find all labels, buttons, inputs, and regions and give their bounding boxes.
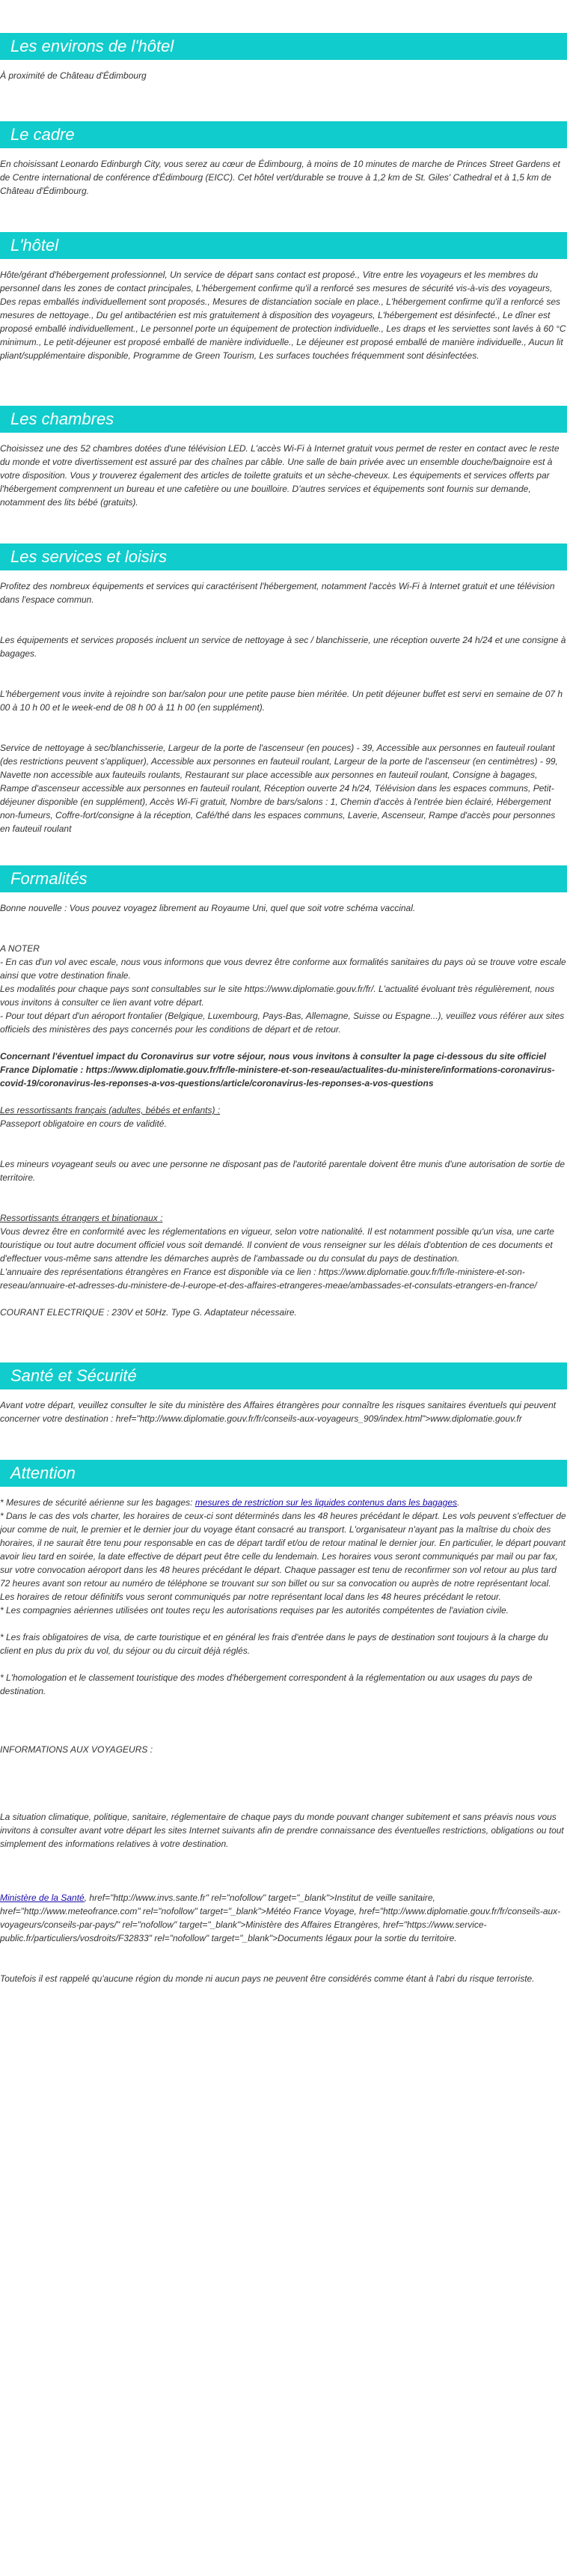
section-title-cadre: Le cadre bbox=[0, 121, 567, 148]
formalites-note-2: Les modalités pour chaque pays sont consultables sur le site https://www.diplomatie.gouv.fr/fr/. L'actualité évoluant très régulièrement, nous vous invitons à consulter ce lien avant votre départ. bbox=[0, 984, 555, 1008]
section-title-sante: Santé et Sécurité bbox=[0, 1362, 567, 1389]
formalites-foreign-head: Ressortissants étrangers et binationaux : bbox=[0, 1213, 163, 1223]
attention-vols: * Dans le cas des vols charter, les horaires de ceux-ci sont déterminés dans les 48 heures précédant le départ. Les vols peuvent s'effectuer de jour comme de nuit, le premier et le dernier jour du voyage étant consacré au transport. L'organisateur n'ayant pas la maîtrise du choix des horaires, il ne saurait être tenu pour responsable en cas de départ tardif et/ou de retour matinal le dernier jour. En particulier, le départ pouvant avoir lieu tard en soirée, la date effective de départ peut être celle du lendemain. Les horaires vous seront communiqués par mail ou par fax, sur votre convocation aéroport dans les 48 heures précédant le départ. Chaque passager est tenu de reconfirmer son vol retour au plus tard 72 heures avant son retour au numéro de téléphone se trouvant sur son billet ou sur sa convocation ou auprès de notre représentant local. Les horaires de retour définitifs vous seront communiqués par notre représentant local dans les 48 heures précédant le retour. bbox=[0, 1511, 566, 1602]
attention-bagages-suffix: . bbox=[457, 1497, 460, 1508]
attention-homologation: * L'homologation et le classement touristique des modes d'hébergement correspondent à la réglementation ou aux usages du pays de destination. bbox=[0, 1672, 533, 1696]
services-p4: Service de nettoyage à sec/blanchisserie, Largeur de la porte de l'ascenseur (en pouces) - 39, Accessible aux personnes en fauteuil roulant (des restrictions peuvent s'appliquer), Accessible aux personnes en fauteuil roulant, Largeur de la porte de l'ascenseur (en centimètres) - 99, Navette non accessible aux fauteuils roulants, Restaurant sur place accessible aux personnes en fauteuil roulant, Consigne à bagages, Rampe d'ascenseur accessible aux personnes en fauteuil roulant, Réception ouverte 24 h/24, Télévision dans les espaces communs, Petit-déjeuner disponible (en supplément), Accès Wi-Fi gratuit, Nombre de bars/salons : 1, Chemin d'accès à l'entrée bien éclairé, Hébergement non-fumeurs, Coffre-fort/consigne à la réception, Café/thé dans les espaces communs, Laverie, Ascenseur, Rampe d'accès pour personnes en fauteuil roulant bbox=[0, 743, 558, 834]
section-title-chambres: Les chambres bbox=[0, 406, 567, 433]
formalites-annuaire: L'annuaire des représentations étrangères en France est disponible via ce lien : https://www.diplomatie.gouv.fr/fr/le-ministere-et-son-reseau/annuaire-et-adresses-du-ministere-de-l-europe-et-des-affaires-etrangeres-meae/ambassades-et-consulats-etrangers-en-france/ bbox=[0, 1267, 537, 1291]
formalites-covid: Concernant l'éventuel impact du Coronavirus sur votre séjour, nous vous invitons à consulter la page ci-dessous du site officiel France Diplomatie : https://www.diplomatie.gouv.fr/fr/le-ministere-et-son-reseau/actualites-du-ministere/informations-coronavirus-covid-19/coronavirus-les-reponses-a-vos-questions/article/coronavirus-les-reponses-a-vos-questions bbox=[0, 1051, 555, 1088]
liquids-restriction-link[interactable]: mesures de restriction sur les liquides contenus dans les bagages bbox=[194, 1497, 458, 1508]
section-title-formalites: Formalités bbox=[0, 865, 567, 892]
services-p2: Les équipements et services proposés incluent un service de nettoyage à sec / blanchisserie, une réception ouverte 24 h/24 et une consigne à bagages. bbox=[0, 635, 566, 659]
attention-ministere bbox=[0, 1891, 567, 1945]
formalites-note-head: A NOTER bbox=[0, 943, 40, 954]
hotel-text: Hôte/gérant d'hébergement professionnel, Un service de départ sans contact est proposé., Vitre entre les voyageurs et les membres du personnel dans les zones de contact principales, L'hébergement confirme qu'il a renforcé ses mesures de sécurité vis-à-vis des voyageurs, Des repas emballés individuellement sont proposés., Mesures de distanciation sociale en place., L'hébergement confirme qu'il a renforcé ses mesures de nettoyage., Du gel antibactérien est mis gratuitement à disposition des voyageurs, L'hébergement est désinfecté., Le dîner est proposé emballé individuellement., Le personnel porte un équipement de protection individuelle., Les draps et les serviettes sont lavés à 60 °C minimum., Le petit-déjeuner est proposé emballé de manière individuelle., Le déjeuner est proposé emballé de manière individuelle., Aucun lit pliant/supplémentaire disponible, Programme de Green Tourism, Les surfaces touchées fréquemment sont désinfectées. bbox=[0, 270, 566, 361]
services-p3: L'hébergement vous invite à rejoindre son bar/salon pour une petite pause bien méritée. Un petit déjeuner buffet est servi en semaine de 07 h 00 à 10 h 00 et le week-end de 08 h 00 à 11 h 00 (en supplément). bbox=[0, 689, 563, 713]
cadre-text: En choisissant Leonardo Edinburgh City, vous serez au cœur de Édimbourg, à moins de 10 minutes de marche de Princes Street Gardens et de Centre international de conférence d'Édimbourg (EICC). Cet hôtel vert/durable se trouve à 1,2 km de St. Giles' Cathedral et à 1,5 km de Château d'Édimbourg. bbox=[0, 159, 560, 196]
formalites-note-1: - En cas d'un vol avec escale, nous vous informons que vous devrez être conforme aux formalités sanitaires du pays où se trouve votre escale ainsi que votre destination finale. bbox=[0, 957, 566, 981]
section-title-environs: Les environs de l'hôtel bbox=[0, 33, 567, 60]
attention-info-head: INFORMATIONS AUX VOYAGEURS : bbox=[0, 1744, 153, 1755]
attention-bagages-prefix: * Mesures de sécurité aérienne sur les bagages: bbox=[0, 1497, 195, 1508]
attention-ministere-rest: , href="http://www.invs.sante.fr" rel="nofollow" target="_blank">Institut de veille sanitaire, href="http://www.meteofrance.com" rel="nofollow" target="_blank">Météo France Voyage, href="http://www.diplomatie.gouv.fr/fr/conseils-aux-voyageurs/conseils-par-pays/" rel="nofollow" target="_blank">Ministère des Affaires Etrangères, href="https://www.service-public.fr/particuliers/vosdroits/F32833" rel="nofollow" target="_blank">Documents légaux pour la sortie du territoire. bbox=[0, 1893, 561, 1943]
attention-bagages bbox=[0, 1496, 567, 1509]
attention-compagnies: * Les compagnies aériennes utilisées ont toutes reçu les autorisations requises par les autorités compétentes de l'aviation civile. bbox=[0, 1605, 509, 1616]
chambres-text: Choisissez une des 52 chambres dotées d'une télévision LED. L'accès Wi-Fi à Internet gratuit vous permet de rester en contact avec le reste du monde et votre divertissement est assuré par des chaînes par câble. Une salle de bain privée avec un ensemble douche/baignoire est à votre disposition. Vous y trouverez également des articles de toilette gratuits et un sèche-cheveux. Les équipements et services offerts par l'hébergement comprennent un bureau et une cafetière ou une bouilloire. D'autres services et équipements sont fournis sur demande, notamment des lits bébé (gratuits). bbox=[0, 443, 560, 508]
environs-text: À proximité de Château d'Édimbourg bbox=[0, 70, 147, 81]
formalites-intro: Bonne nouvelle : Vous pouvez voyagez librement au Royaume Uni, quel que soit votre schéma vaccinal. bbox=[0, 903, 416, 913]
formalites-minors: Les mineurs voyageant seuls ou avec une personne ne disposant pas de l'autorité parentale doivent être munis d'une autorisation de sortie de territoire. bbox=[0, 1159, 566, 1183]
formalites-foreign-text: Vous devrez être en conformité avec les réglementations en vigueur, selon votre nationalité. Il est notamment possible qu'un visa, une carte touristique ou tout autre document officiel vous soit demandé. Il convient de vous renseigner sur les délais d'obtention de ces documents et d'effectuer vous-même sans attendre les démarches auprès de l'ambassade ou du consulat du pays de destination. bbox=[0, 1226, 554, 1264]
services-p1: Profitez des nombreux équipements et services qui caractérisent l'hébergement, notamment l'accès Wi-Fi à Internet gratuit et une télévision dans l'espace commun. bbox=[0, 581, 555, 605]
ministere-sante-link[interactable]: Ministère de la Santé bbox=[0, 1893, 85, 1903]
section-title-services: Les services et loisirs bbox=[0, 543, 567, 570]
formalites-note-3: - Pour tout départ d'un aéroport frontalier (Belgique, Luxembourg, Pays-Bas, Allemagne, Suisse ou Espagne...), veuillez vous référer aux sites officiels des ministères des pays concernés pour les conditions de départ et de retour. bbox=[0, 1011, 565, 1035]
attention-risque: Toutefois il est rappelé qu'aucune région du monde ni aucun pays ne peuvent être considérés comme étant à l'abri du risque terroriste. bbox=[0, 1973, 535, 1984]
formalites-courant: COURANT ELECTRIQUE : 230V et 50Hz. Type G. Adaptateur nécessaire. bbox=[0, 1307, 297, 1318]
section-title-hotel: L'hôtel bbox=[0, 232, 567, 259]
attention-situation: La situation climatique, politique, sanitaire, réglementaire de chaque pays du monde pouvant changer subitement et sans préavis nous vous invitons à consulter avant votre départ les sites Internet suivants afin de prendre connaissance des éventuelles restrictions, obligations ou tout simplement des informations relatives à votre destination. bbox=[0, 1812, 564, 1849]
sante-text: Avant votre départ, veuillez consulter le site du ministère des Affaires étrangères pour connaître les risques sanitaires éventuels qui peuvent concerner votre destination : href="http://www.diplomatie.gouv.fr/fr/conseils-aux-voyageurs_909/index.html">www.diplomatie.gouv.fr bbox=[0, 1400, 557, 1424]
formalites-fr-text: Passeport obligatoire en cours de validité. bbox=[0, 1118, 167, 1129]
attention-frais: * Les frais obligatoires de visa, de carte touristique et en général les frais d'entrée dans le pays de destination sont toujours à la charge du client en plus du prix du vol, du séjour ou du circuit déjà réglés. bbox=[0, 1632, 548, 1656]
formalites-fr-head: Les ressortissants français (adultes, bébés et enfants) : bbox=[0, 1105, 221, 1115]
section-title-attention: Attention bbox=[0, 1460, 567, 1487]
